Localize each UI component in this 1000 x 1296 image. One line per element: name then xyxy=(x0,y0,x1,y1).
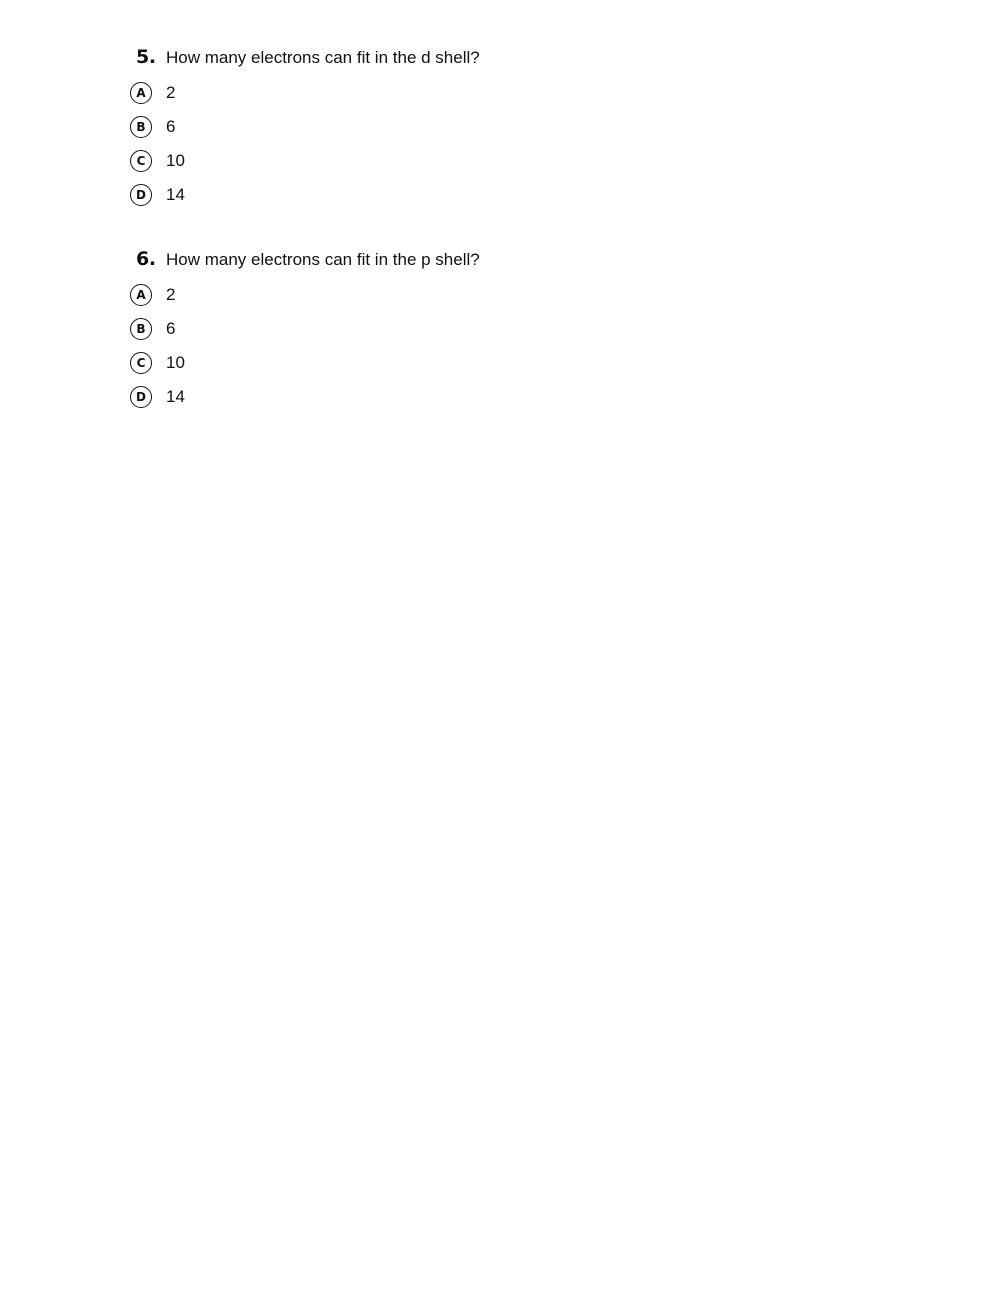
question-header xyxy=(130,46,830,74)
answer-text-d: 14 xyxy=(166,185,185,204)
question-text: How many electrons can fit in the d shell? xyxy=(166,48,480,67)
answer-bubble-d[interactable]: D xyxy=(130,386,152,408)
answer-bubble-a[interactable]: A xyxy=(130,82,152,104)
question-header xyxy=(130,248,830,276)
answer-option-a[interactable] xyxy=(130,76,830,110)
question-text: How many electrons can fit in the p shell? xyxy=(166,250,480,269)
answer-option-b[interactable] xyxy=(130,312,830,346)
answer-option-c[interactable] xyxy=(130,144,830,178)
question-number: 5. xyxy=(136,46,156,68)
answer-text-a: 2 xyxy=(166,83,176,102)
answer-text-c: 10 xyxy=(166,353,185,372)
answer-text-b: 6 xyxy=(166,319,176,338)
answer-bubble-b[interactable]: B xyxy=(130,116,152,138)
question-number: 6. xyxy=(136,248,156,270)
answer-options xyxy=(130,278,830,414)
answer-option-d[interactable] xyxy=(130,178,830,212)
answer-option-b[interactable] xyxy=(130,110,830,144)
question-6 xyxy=(130,248,830,414)
answer-text-d: 14 xyxy=(166,387,185,406)
answer-bubble-c[interactable]: C xyxy=(130,150,152,172)
answer-options xyxy=(130,76,830,212)
answer-text-b: 6 xyxy=(166,117,176,136)
answer-option-a[interactable] xyxy=(130,278,830,312)
answer-bubble-d[interactable]: D xyxy=(130,184,152,206)
answer-option-c[interactable] xyxy=(130,346,830,380)
answer-bubble-a[interactable]: A xyxy=(130,284,152,306)
answer-text-c: 10 xyxy=(166,151,185,170)
answer-bubble-b[interactable]: B xyxy=(130,318,152,340)
question-5 xyxy=(130,46,830,212)
answer-bubble-c[interactable]: C xyxy=(130,352,152,374)
answer-option-d[interactable] xyxy=(130,380,830,414)
answer-text-a: 2 xyxy=(166,285,176,304)
